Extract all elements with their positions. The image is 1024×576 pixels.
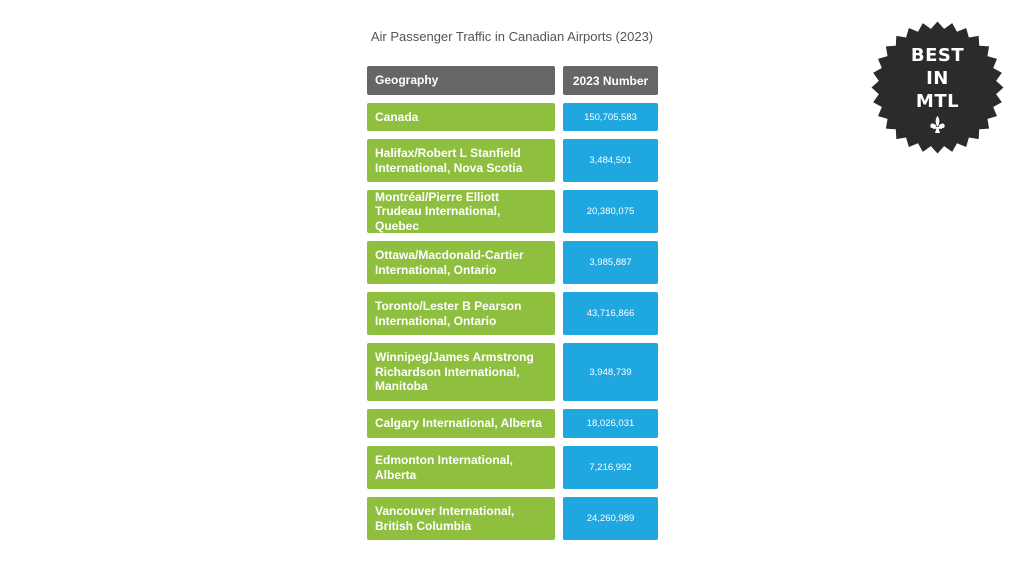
geography-cell: Winnipeg/James Armstrong Richardson International, Manitoba <box>367 343 555 401</box>
number-cell: 24,260,989 <box>563 497 658 540</box>
number-cell: 20,380,075 <box>563 190 658 233</box>
column-header-geography: Geography <box>367 66 555 95</box>
geography-cell: Ottawa/Macdonald-Cartier International, Ontario <box>367 241 555 284</box>
geography-cell: Vancouver International, British Columbia <box>367 497 555 540</box>
number-cell: 3,985,887 <box>563 241 658 284</box>
geography-cell: Toronto/Lester B Pearson International, Ontario <box>367 292 555 335</box>
column-header-number: 2023 Number <box>563 66 658 95</box>
geography-cell: Montréal/Pierre Elliott Trudeau International, Quebec <box>367 190 555 233</box>
badge-line-best: BEST <box>910 45 965 66</box>
chart-title: Air Passenger Traffic in Canadian Airports (2023) <box>370 29 654 44</box>
number-cell: 3,484,501 <box>563 139 658 182</box>
geography-cell: Edmonton International, Alberta <box>367 446 555 489</box>
number-cell: 3,948,739 <box>563 343 658 401</box>
geography-cell: Halifax/Robert L Stanfield International, Nova Scotia <box>367 139 555 182</box>
geography-cell: Calgary International, Alberta <box>367 409 555 438</box>
number-cell: 7,216,992 <box>563 446 658 489</box>
geography-cell: Canada <box>367 103 555 131</box>
badge-line-mtl: MTL <box>915 91 960 112</box>
number-cell: 150,705,583 <box>563 103 658 131</box>
number-cell: 18,026,031 <box>563 409 658 438</box>
badge-line-in: IN <box>926 68 949 89</box>
number-cell: 43,716,866 <box>563 292 658 335</box>
